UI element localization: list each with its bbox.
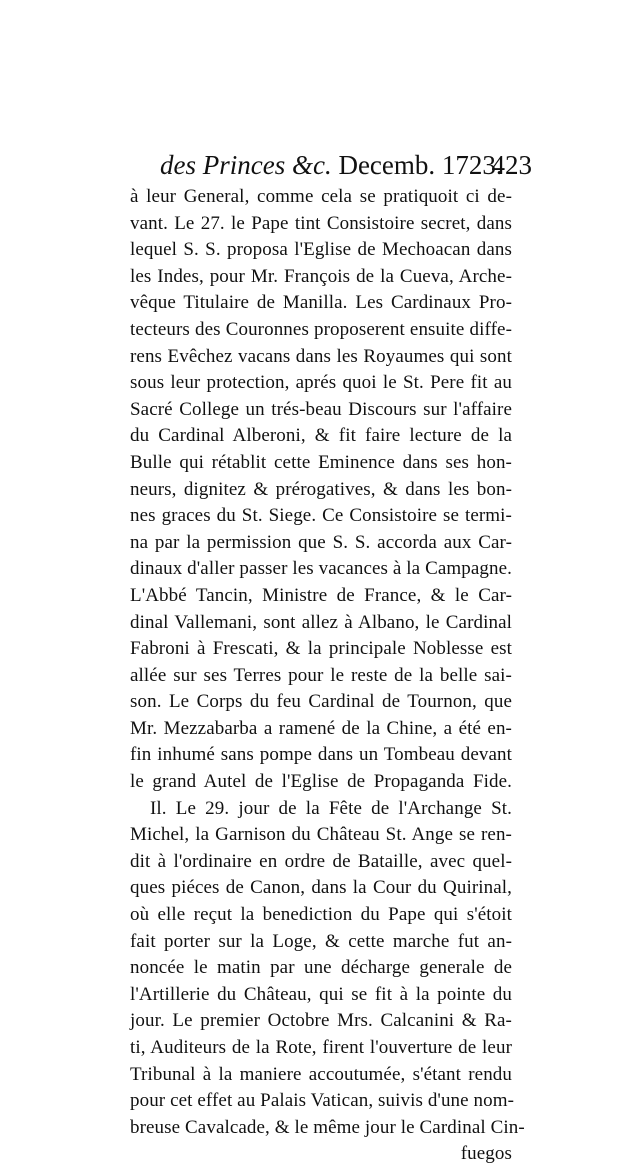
text-line: ti, Auditeurs de la Rote, firent l'ouverture de leur [130,1037,512,1058]
text-line: allée sur ses Terres pour le reste de la belle sai- [130,664,512,686]
text-line: L'Abbé Tancin, Ministre de France, & le Car- [130,584,512,606]
text-line: Michel, la Garnison du Château St. Ange se ren- [130,824,512,846]
text-line: fin inhumé sans pompe dans un Tombeau devant [130,744,512,766]
text-line: rens Evêchez vacans dans les Royaumes qui sont [130,345,512,367]
running-head [160,148,532,182]
text-line: dit à l'ordinaire en ordre de Bataille, avec quel- [130,850,512,872]
text-line: à leur General, comme cela se pratiquoit ci de- [130,186,512,207]
text-line: tecteurs des Couronnes proposerent ensuite diffe- [130,318,512,340]
catchword: fuegos [460,1143,512,1165]
text-line: nes graces du St. Siege. Ce Consistoire se termi- [130,505,512,527]
body-text [130,184,525,1168]
running-head-title: des Princes &c. [160,150,332,180]
text-line: vant. Le 27. le Pape tint Consistoire secret, dans [130,212,512,234]
text-line: son. Le Corps du feu Cardinal de Tournon, que [130,691,512,713]
text-line: Sacré College un trés-beau Discours sur l'affaire [130,398,512,420]
paragraph-start-line: Il. Le 29. jour de la Fête de l'Archange St. [150,797,512,819]
text-line: vêque Titulaire de Manilla. Les Cardinaux Pro- [130,292,512,314]
text-line: du Cardinal Alberoni, & fit faire lecture de la [130,425,512,447]
text-line: neurs, dignitez & prérogatives, & dans les bon- [130,478,512,500]
text-line: ques piéces de Canon, dans la Cour du Quirinal, [130,877,512,899]
running-head-date: Decemb. 1723. [338,150,503,180]
page-number: 423 [491,150,532,180]
text-line: les Indes, pour Mr. François de la Cueva, Arche- [130,265,512,287]
text-line: fait porter sur la Loge, & cette marche fut an- [130,930,512,952]
text-line: na par la permission que S. S. accorda aux Car- [130,531,512,553]
text-line: sous leur protection, aprés quoi le St. Pere fit au [130,372,512,394]
text-line: l'Artillerie du Château, qui se fit à la pointe du [130,983,512,1005]
text-line: Bulle qui rétablit cette Eminence dans ses hon- [130,451,512,473]
text-line: dinaux d'aller passer les vacances à la Campagne. [130,558,512,580]
text-line: pour cet effet au Palais Vatican, suivis d'une nom- [130,1090,515,1112]
text-line: jour. Le premier Octobre Mrs. Calcanini & Ra- [130,1010,512,1032]
text-line: noncée le matin par une décharge generale de [130,957,512,979]
text-line: breuse Cavalcade, & le même jour le Cardinal Cin- [130,1116,525,1138]
text-line: Fabroni à Frescati, & la principale Noblesse est [130,638,512,660]
text-line: Mr. Mezzabarba a ramené de la Chine, a été en- [130,717,512,739]
text-line: où elle reçut la benediction du Pape qui s'étoit [130,904,512,926]
text-line: lequel S. S. proposa l'Eglise de Mechoacan dans [130,239,512,261]
text-line: Tribunal à la maniere accoutumée, s'étant rendu [130,1063,512,1085]
text-line: dinal Vallemani, sont allez à Albano, le Cardinal [130,611,512,633]
text-line: le grand Autel de l'Eglise de Propaganda Fide. [130,771,512,793]
